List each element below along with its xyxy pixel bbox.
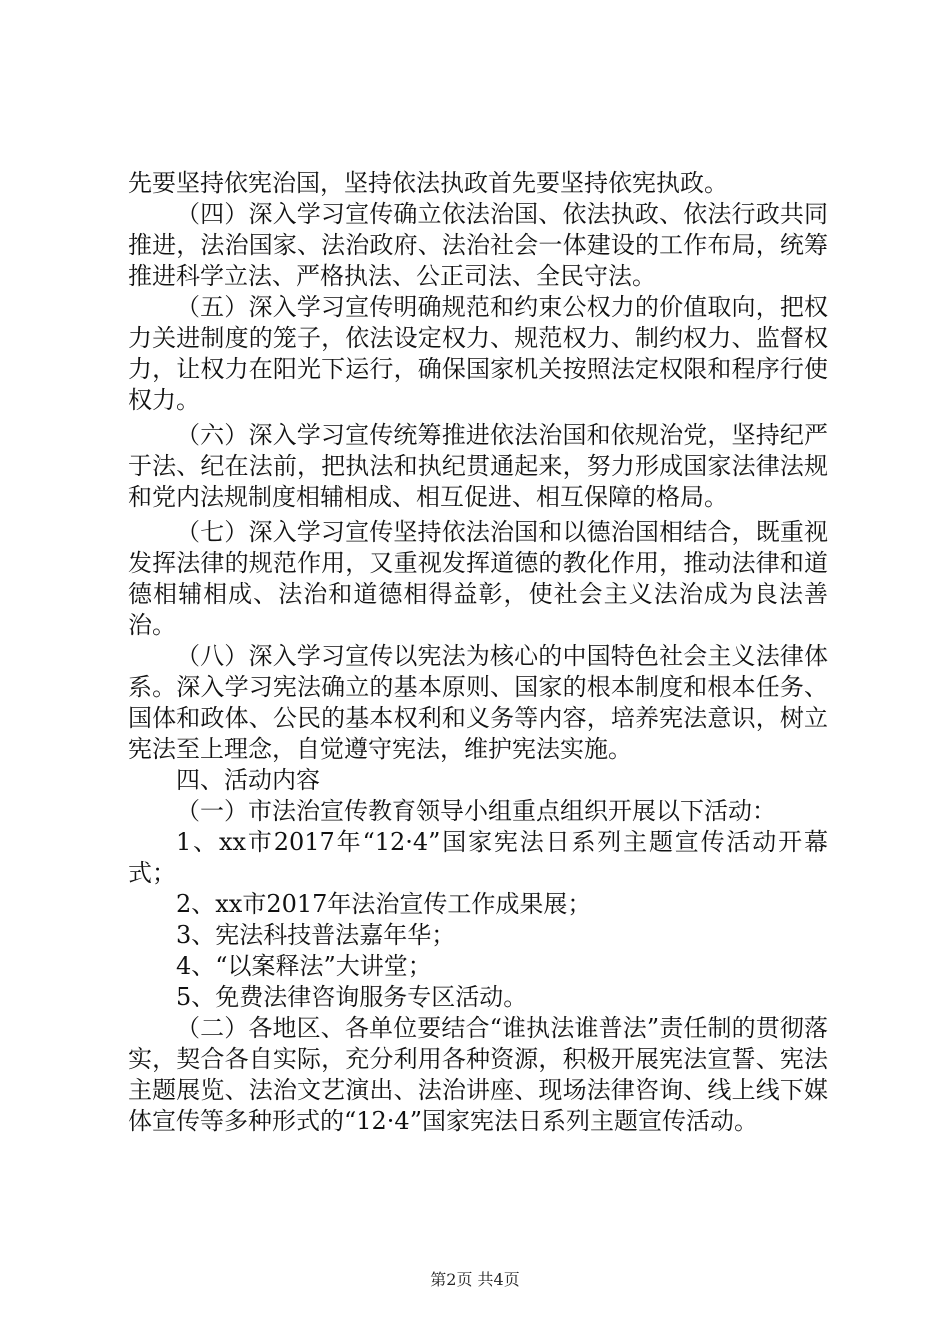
paragraph-activities-2: （二）各地区、各单位要结合“谁执法谁普法”责任制的贯彻落实，契合各自实际，充分利用各种资源，积极开展宪法宣誓、宪法主题展览、法治文艺演出、法治讲座、现场法律咨询、线上线下媒体宣传等多种形式的“12·4”国家宪法日系列主题宣传活动。 [128,1014,828,1135]
list-item-2: 2、xx市2017年法治宣传工作成果展； [176,890,592,918]
paragraph-item-5: （五）深入学习宣传明确规范和约束公权力的价值取向，把权力关进制度的笼子，依法设定权力、规范权力、制约权力、监督权力，让权力在阳光下运行，确保国家机关按照法定权限和程序行使权力。 [128,293,828,414]
paragraph-activities-1: （一）市法治宣传教育领导小组重点组织开展以下活动： [176,797,776,825]
list-item-5: 5、免费法律咨询服务专区活动。 [176,983,528,1011]
list-item-1: 1、xx市2017年“12·4”国家宪法日系列主题宣传活动开幕式； [128,828,828,887]
section-heading-activities: 四、活动内容 [176,766,320,794]
paragraph-item-4: （四）深入学习宣传确立依法治国、依法执政、依法行政共同推进，法治国家、法治政府、法治社会一体建设的工作布局，统筹推进科学立法、严格执法、公正司法、全民守法。 [128,200,828,290]
document-body [128,168,828,1137]
list-item-3: 3、宪法科技普法嘉年华； [176,921,456,949]
paragraph-continuation: 先要坚持依宪治国，坚持依法执政首先要坚持依宪执政。 [128,169,728,197]
paragraph-item-7: （七）深入学习宣传坚持依法治国和以德治国相结合，既重视发挥法律的规范作用，又重视发挥道德的教化作用，推动法律和道德相辅相成、法治和道德相得益彰，使社会主义法治成为良法善治。 [128,518,828,639]
page-footer: 第2页 共4页 [430,1270,520,1289]
paragraph-item-8: （八）深入学习宣传以宪法为核心的中国特色社会主义法律体系。深入学习宪法确立的基本原则、国家的根本制度和根本任务、国体和政体、公民的基本权利和义务等内容，培养宪法意识，树立宪法至上理念，自觉遵守宪法，维护宪法实施。 [128,642,828,763]
paragraph-item-6: （六）深入学习宣传统筹推进依法治国和依规治党，坚持纪严于法、纪在法前，把执法和执纪贯通起来，努力形成国家法律法规和党内法规制度相辅相成、相互促进、相互保障的格局。 [128,421,828,511]
list-item-4: 4、“以案释法”大讲堂； [176,952,432,980]
